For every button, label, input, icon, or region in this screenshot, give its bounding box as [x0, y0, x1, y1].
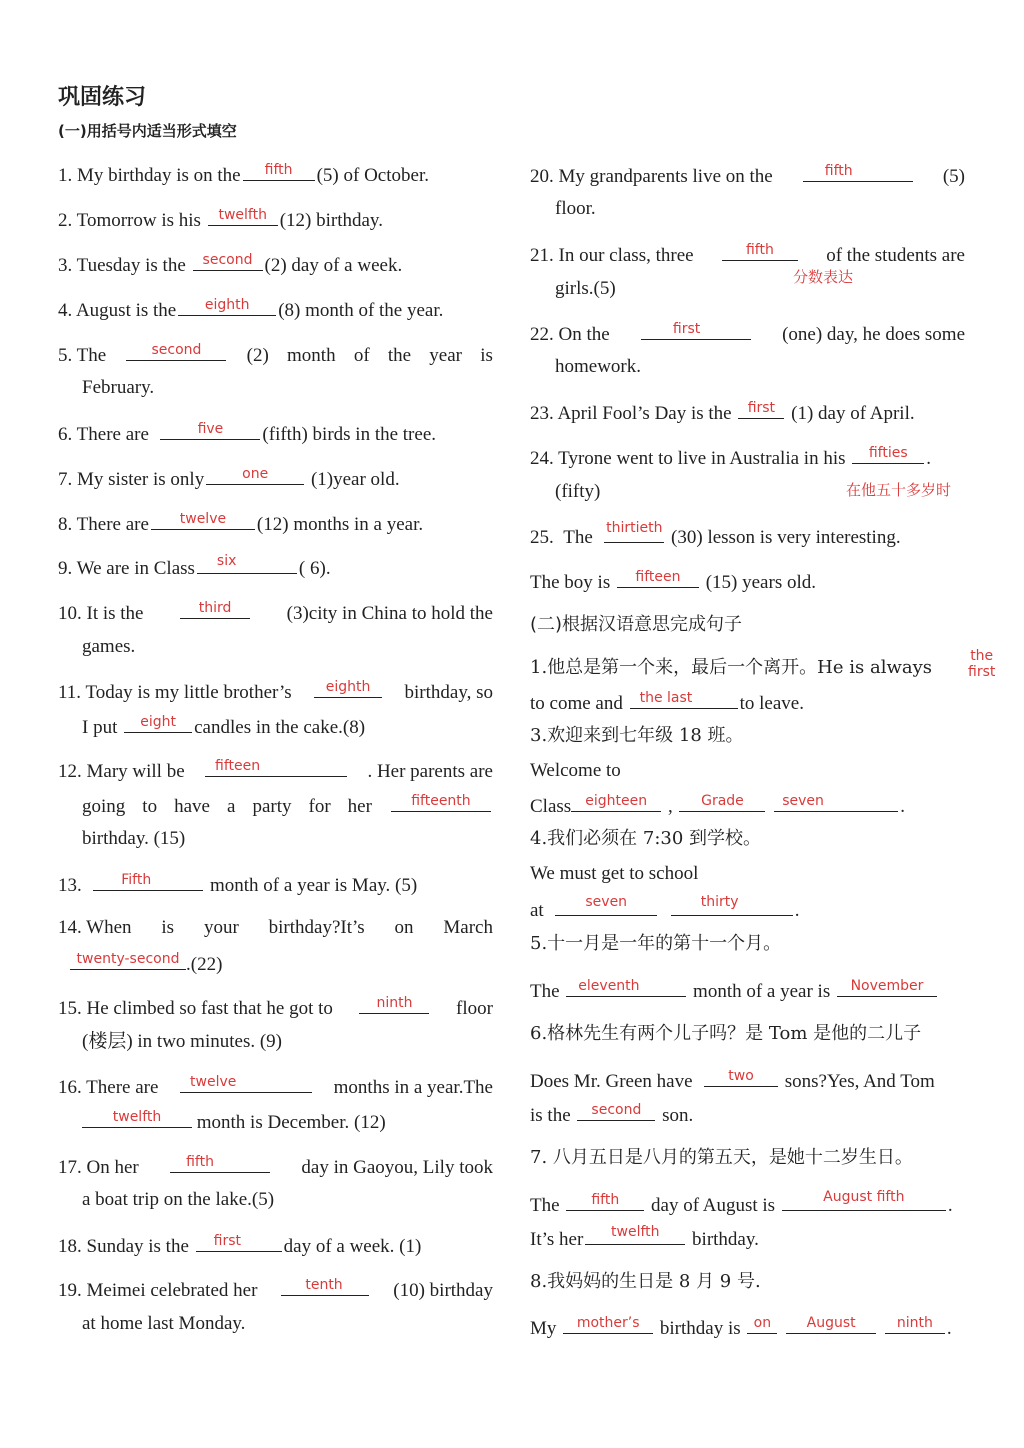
answer-blank[interactable]: fifties	[852, 445, 924, 464]
answer-blank[interactable]: ninth	[359, 995, 429, 1014]
sentence-7-chinese: 7. 八月五日是八月的第五天，是她十二岁生日。	[530, 1147, 913, 1168]
sentence-1-chinese: 1.他总是第一个来，最后一个离开。He is always	[530, 657, 932, 678]
question-8: 8. There are twelve (12) months in a year.	[58, 511, 424, 535]
question-20-continued: floor.	[555, 198, 596, 219]
answer-blank[interactable]: first	[196, 1233, 282, 1252]
question-22: 22. On the first (one) day, he does some	[530, 321, 965, 345]
sentence-6: Does Mr. Green have two sons?Yes, And Tom	[530, 1068, 935, 1092]
question-19-continued: at home last Monday.	[82, 1313, 246, 1334]
answer-blank[interactable]: one	[206, 466, 304, 485]
question-13: 13. Fifth month of a year is May. (5)	[58, 872, 418, 896]
question-24-continued: (fifty)	[555, 481, 601, 502]
answer-blank[interactable]: seven	[555, 897, 657, 916]
answer-blank[interactable]: fifth	[803, 163, 913, 182]
sentence-7-continued: It’s her twelfth birthday.	[530, 1224, 759, 1250]
answer-blank[interactable]: thirty	[671, 897, 793, 916]
question-26: The boy is fifteen (15) years old.	[530, 569, 816, 593]
answer-blank[interactable]: thirtieth	[604, 524, 664, 543]
answer-blank[interactable]: twelfth	[208, 207, 278, 226]
answer-blank[interactable]: five	[160, 421, 260, 440]
question-21: 21. In our class, three fifth of the students are	[530, 242, 965, 266]
answer-blank[interactable]: first	[641, 321, 751, 340]
answer-blank[interactable]: eleventh	[566, 978, 686, 997]
question-14: 14. When is your birthday?It’s on March	[58, 917, 493, 938]
answer-blank[interactable]: second	[577, 1102, 655, 1121]
question-14-continued: twenty-second .(22)	[70, 951, 222, 977]
question-3: 3. Tuesday is the second (2) day of a week.	[58, 252, 403, 276]
answer-blank[interactable]: twenty-second	[70, 951, 186, 970]
answer-blank[interactable]: ninth	[885, 1315, 945, 1334]
question-16-continued: twelfth month is December. (12)	[82, 1109, 386, 1135]
answer-blank[interactable]: six	[197, 555, 297, 574]
answer-blank[interactable]: fifth	[243, 162, 315, 181]
question-7: 7. My sister is only one (1)year old.	[58, 466, 400, 490]
question-24: 24. Tyrone went to live in Australia in his fifties .	[530, 445, 931, 469]
answer-blank[interactable]: the last	[630, 690, 738, 709]
answer-blank[interactable]: fifteenth	[391, 793, 491, 812]
answer-blank[interactable]: fifteen	[205, 758, 347, 777]
annotation-note: 在他五十多岁时	[846, 481, 952, 499]
page-title: 巩固练习	[58, 85, 147, 110]
question-20: 20. My grandparents live on the fifth (5)	[530, 163, 965, 187]
sentence-1: to come and the last to leave.	[530, 690, 804, 714]
answer-blank[interactable]: second	[126, 342, 226, 361]
question-11-continued: I put eight candles in the cake.(8)	[82, 714, 366, 738]
question-17: 17. On her fifth day in Gaoyou, Lily took	[58, 1154, 493, 1178]
answer-blank[interactable]: eight	[124, 714, 192, 733]
question-12: 12. Mary will be fifteen . Her parents are	[58, 758, 493, 782]
annotation-note: 分数表达	[793, 268, 854, 286]
sentence-6-chinese: 6.格林先生有两个儿子吗？是 Tom 是他的二儿子	[530, 1023, 922, 1044]
answer-blank[interactable]: twelfth	[82, 1109, 192, 1128]
sentence-3: Class eighteen , Grade seven .	[530, 793, 905, 817]
part1-title: (一)用括号内适当形式填空	[58, 122, 237, 140]
question-1: 1. My birthday is on the fifth (5) of October.	[58, 162, 429, 186]
question-12-continued: birthday. (15)	[82, 828, 186, 849]
question-4: 4. August is the eighth (8) month of the year.	[58, 297, 444, 321]
sentence-4-line1: We must get to school	[530, 863, 699, 884]
answer-blank[interactable]: fifth	[170, 1154, 270, 1173]
question-21-continued: girls.(5)	[555, 278, 616, 299]
annotation-answer: the first	[968, 648, 996, 680]
question-12-line2: going to have a party for her fifteenth	[82, 793, 493, 819]
answer-blank[interactable]: August fifth	[782, 1192, 946, 1211]
question-15: 15. He climbed so fast that he got to ninth floor	[58, 995, 493, 1019]
sentence-3-line1: Welcome to	[530, 760, 621, 781]
question-18: 18. Sunday is the first day of a week. (1)	[58, 1233, 422, 1257]
answer-blank[interactable]: on	[747, 1315, 777, 1334]
answer-blank[interactable]: fifth	[566, 1192, 644, 1211]
answer-blank[interactable]: mother’s	[563, 1315, 653, 1334]
sentence-5: The eleventh month of a year is November	[530, 978, 939, 1004]
answer-blank[interactable]: eighth	[314, 679, 382, 698]
answer-blank[interactable]: eighth	[178, 297, 276, 316]
question-10-continued: games.	[82, 636, 136, 657]
sentence-8-chinese: 8.我妈妈的生日是 8 月 9 号.	[530, 1271, 761, 1292]
answer-blank[interactable]: tenth	[281, 1277, 369, 1296]
question-11: 11. Today is my little brother’s eighth birthday, so	[58, 679, 493, 703]
question-2: 2. Tomorrow is his twelfth (12) birthday.	[58, 207, 383, 231]
sentence-4: at seven thirty .	[530, 894, 800, 921]
answer-blank[interactable]: August	[786, 1315, 876, 1334]
question-22-continued: homework.	[555, 356, 642, 377]
answer-blank[interactable]: third	[180, 600, 250, 619]
answer-blank[interactable]: twelve	[151, 511, 255, 530]
answer-blank[interactable]: two	[704, 1068, 778, 1087]
sentence-5-chinese: 5.十一月是一年的第十一个月。	[530, 933, 782, 954]
answer-blank[interactable]: second	[193, 252, 263, 271]
question-15-continued: (楼层) in two minutes. (9)	[82, 1031, 283, 1052]
answer-blank[interactable]: eighteen	[571, 793, 661, 812]
sentence-4-chinese: 4.我们必须在 7:30 到学校。	[530, 828, 762, 849]
question-5-continued: February.	[82, 377, 155, 398]
sentence-8: My mother’s birthday is on August ninth .	[530, 1315, 952, 1339]
question-5: 5. The second (2) month of the year is	[58, 342, 493, 366]
question-6: 6. There are five (fifth) birds in the tree.	[58, 421, 437, 445]
answer-blank[interactable]: seven	[774, 793, 898, 812]
question-10: 10. It is the third (3)city in China to hold the	[58, 600, 493, 624]
answer-blank[interactable]: Fifth	[93, 872, 203, 891]
question-23: 23. April Fool’s Day is the first (1) day of April.	[530, 400, 915, 424]
answer-blank[interactable]: first	[738, 400, 784, 419]
question-16: 16. There are twelve months in a year.The	[58, 1074, 493, 1098]
sentence-3-chinese: 3.欢迎来到七年级 18 班。	[530, 725, 744, 746]
question-19: 19. Meimei celebrated her tenth (10) birthday	[58, 1277, 493, 1301]
question-17-continued: a boat trip on the lake.(5)	[82, 1189, 275, 1210]
question-25: 25. The thirtieth (30) lesson is very interesting.	[530, 520, 901, 548]
answer-blank[interactable]: Grade	[679, 793, 765, 812]
sentence-6-continued: is the second son.	[530, 1102, 694, 1126]
question-9: 9. We are in Class six ( 6).	[58, 553, 331, 579]
answer-blank[interactable]: fifteen	[617, 569, 699, 588]
answer-blank[interactable]: twelve	[180, 1074, 312, 1093]
part2-title: (二)根据汉语意思完成句子	[530, 614, 743, 635]
answer-blank[interactable]: fifth	[722, 242, 798, 261]
answer-blank[interactable]: twelfth	[585, 1226, 685, 1245]
answer-blank[interactable]: November	[837, 978, 937, 997]
sentence-7: The fifth day of August is August fifth .	[530, 1189, 953, 1216]
